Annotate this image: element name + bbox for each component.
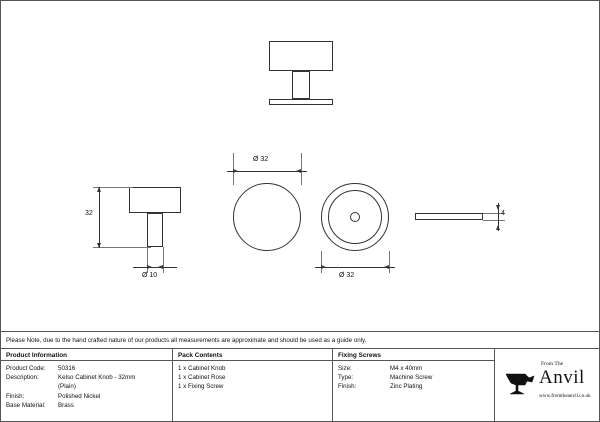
product-information-header: Product Information — [1, 349, 172, 361]
fixing-screws-header: Fixing Screws — [333, 349, 494, 361]
thickness-arrow-top — [496, 205, 500, 210]
table-row — [338, 364, 494, 373]
stem-ext-line-right — [163, 247, 164, 273]
rose-dia-arrow-right — [384, 265, 389, 269]
dim-rose-thickness: 4 — [501, 210, 505, 217]
info-tables — [1, 349, 599, 421]
logo-from-text: From The — [541, 361, 564, 367]
rose-plan-fixing-hole — [350, 212, 360, 222]
row-key: Description: — [6, 374, 39, 382]
row-value: Kelso Cabinet Knob - 32mm — [58, 374, 136, 382]
rose-dia-ext-right — [389, 251, 390, 273]
rose-dia-ext-left — [321, 251, 322, 273]
stem-dim-line — [133, 267, 177, 268]
stem-ext-line-left — [147, 247, 148, 273]
row-value: Brass — [58, 401, 74, 409]
row-key: Finish: — [6, 392, 25, 400]
height-ext-line-bottom — [93, 247, 151, 248]
table-row — [6, 364, 172, 373]
row-key — [6, 382, 58, 391]
row-value: Machine Screw — [390, 374, 433, 382]
height-dim-line — [99, 187, 100, 248]
stem-arrow-right — [158, 265, 163, 269]
table-row — [338, 373, 494, 382]
fixing-screws-rows — [333, 361, 494, 392]
list-item: 1 x Fixing Screw — [178, 383, 224, 391]
dim-rose-diameter: Ø 32 — [339, 272, 355, 279]
thickness-ext-bottom — [483, 220, 505, 221]
top-view-knob-rose — [269, 99, 333, 105]
row-key: Base Material: — [6, 401, 46, 409]
pack-contents-rows — [173, 361, 332, 392]
row-value: Polished Nickel — [58, 392, 101, 400]
top-dia-arrow-right — [296, 169, 301, 173]
top-dia-arrow-left — [233, 169, 238, 173]
top-dia-ext-right — [301, 153, 302, 185]
logo-name: Anvil — [539, 367, 585, 388]
table-row — [6, 401, 172, 410]
height-arrow-bottom — [97, 243, 101, 248]
logo-url: www.fromtheanvil.co.uk — [539, 393, 591, 399]
drawing-area — [1, 1, 600, 331]
side-view-knob-stem — [147, 213, 163, 247]
height-arrow-top — [97, 187, 101, 192]
product-information-column — [1, 349, 173, 421]
rose-side-view — [415, 213, 483, 220]
top-view-knob-head — [269, 41, 333, 71]
anvil-icon — [505, 369, 535, 395]
top-view-knob-stem — [292, 71, 310, 99]
list-item: 1 x Cabinet Rose — [178, 374, 226, 382]
stem-arrow-left — [147, 265, 152, 269]
table-row — [338, 382, 494, 391]
row-value: M4 x 40mm — [390, 365, 423, 372]
top-dia-dim-line — [227, 171, 307, 172]
row-key: Product Code: — [6, 365, 46, 372]
row-value: Zinc Plating — [390, 383, 423, 391]
row-key: Finish: — [338, 383, 357, 391]
dim-knob-height: 32 — [85, 210, 93, 217]
dim-top-diameter: Ø 32 — [253, 156, 269, 163]
fixing-screws-column — [333, 349, 495, 421]
table-row — [6, 382, 172, 391]
row-key: Type: — [338, 374, 354, 382]
list-item: 1 x Cabinet Knob — [178, 365, 226, 372]
brand-logo-column — [495, 349, 599, 421]
side-view-knob-head — [129, 187, 181, 213]
table-row — [6, 373, 172, 382]
measurement-note: Please Note, due to the hand crafted nature of our products all measurements are approximate and should be used as a guide only. — [1, 331, 599, 349]
pack-contents-column — [173, 349, 333, 421]
rose-dia-arrow-left — [321, 265, 326, 269]
product-information-rows — [1, 361, 172, 410]
row-key: Size: — [338, 365, 352, 372]
thickness-arrow-bottom — [496, 225, 500, 230]
pack-contents-header: Pack Contents — [173, 349, 332, 361]
table-row — [6, 392, 172, 401]
dim-stem-diameter: Ø 10 — [142, 272, 158, 279]
plan-view-knob-circle — [233, 183, 301, 251]
rose-dia-dim-line — [315, 267, 395, 268]
row-value: 50316 — [58, 365, 76, 372]
row-value: (Plain) — [58, 383, 76, 391]
